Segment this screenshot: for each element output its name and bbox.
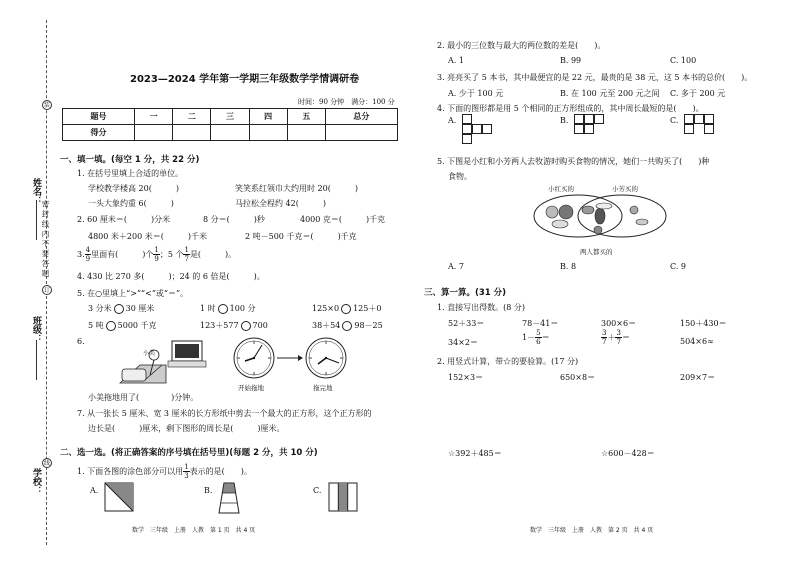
calc-item: 504×6≈	[680, 337, 714, 346]
time-score-info: 时间：90 分钟 满分：100 分	[298, 98, 395, 106]
option-c[interactable]: C. 9	[670, 262, 687, 271]
question-1-3	[77, 246, 236, 263]
compare-left: 38＋54	[312, 321, 341, 330]
question-1-2a: 2. 60 厘米＝( )分米	[77, 215, 171, 224]
q-number: 3.	[77, 250, 85, 259]
q-text: ；5 个	[159, 250, 184, 259]
option-b[interactable]: B. 8	[560, 262, 577, 271]
school-label: 学校：	[31, 468, 41, 495]
class-label: 班级：	[31, 316, 41, 343]
denominator: 7	[184, 255, 189, 263]
food-icon	[595, 208, 605, 224]
option-c[interactable]: C. 多于 200 元	[670, 89, 726, 98]
option-c-label: C.	[670, 116, 679, 125]
option-a[interactable]: A. 7	[448, 262, 464, 271]
option-c[interactable]: C. 100	[670, 56, 697, 65]
food-icon	[582, 206, 594, 214]
plus-sign: ＋	[607, 333, 616, 342]
score-cell[interactable]	[135, 125, 173, 141]
compare-circle[interactable]	[241, 321, 251, 331]
numerator: 3	[602, 329, 607, 337]
page-title: 2023—2024 学年第一学期三年级数学学情调研卷	[130, 74, 360, 85]
class-field[interactable]	[36, 340, 37, 380]
question-1-2c: 4000 克＝( )千克	[300, 215, 386, 224]
venn-left-label: 小红买的	[548, 185, 574, 193]
vertical-calc-1: 152×3＝	[448, 373, 484, 382]
clock-end-caption: 拖完地	[313, 384, 333, 392]
question-3-2: 2. 用竖式计算，带☆的要验算。(17 分)	[437, 357, 579, 366]
compare-circle[interactable]	[218, 304, 228, 314]
q-text: 1. 下面各图的涂色部分可以用	[77, 467, 184, 476]
compare-right: 100 分	[229, 304, 256, 313]
calc-text: ＝	[541, 333, 550, 342]
child-label: 小美	[143, 350, 156, 357]
mopping-illustration	[110, 335, 208, 385]
food-icon	[630, 206, 638, 214]
compare-3	[312, 303, 381, 314]
question-2-3: 3. 亮亮买了 5 本书，其中最便宜的是 22 元，最贵的是 38 元，这 5 本书的总价( )。	[437, 73, 753, 82]
table-cell: 总分	[325, 109, 397, 125]
question-1-6-number: 6.	[77, 337, 85, 346]
question-1-1c: 一头大象约重 6( )	[88, 199, 174, 208]
question-1-1: 1. 在括号里填上合适的单位。	[77, 169, 184, 178]
option-c-pentomino-figure[interactable]	[684, 114, 724, 146]
compare-circle[interactable]	[342, 321, 352, 331]
denominator: 6	[536, 338, 541, 346]
vertical-calc-2: 650×8＝	[560, 373, 596, 382]
vertical-calc-5: ☆600－428＝	[601, 449, 655, 458]
question-1-6-answer: 小美拖地用了( )分钟。	[88, 393, 199, 402]
denominator: 7	[616, 338, 621, 346]
compare-circle[interactable]	[341, 304, 351, 314]
score-cell[interactable]	[173, 125, 211, 141]
numerator: 1	[184, 246, 189, 254]
compare-circle[interactable]	[106, 321, 116, 331]
option-c-stripes-figure[interactable]	[328, 482, 358, 512]
option-a-triangle-figure[interactable]	[104, 482, 134, 512]
clock-start-icon	[232, 336, 276, 380]
compare-6	[312, 320, 383, 331]
option-a-pentomino-figure[interactable]	[462, 114, 502, 146]
food-icon	[594, 226, 602, 234]
question-1-2b: 8 分＝( )秒	[203, 215, 265, 224]
name-field[interactable]	[36, 200, 37, 240]
calc-item: 78－41＝	[522, 319, 559, 328]
seal-warning: 密 封 线 内 不 要 答 题	[41, 200, 50, 277]
clock-end-icon	[304, 336, 348, 380]
footer-right: 数学 三年级 上册 人教 第 2 页 共 4 页	[530, 527, 654, 534]
option-b-label: B.	[560, 116, 569, 125]
compare-right: 30 厘米	[125, 304, 155, 313]
food-icon	[596, 203, 612, 209]
vertical-calc-3: 209×7＝	[680, 373, 716, 382]
score-cell[interactable]	[325, 125, 397, 141]
seal-mark-2: 订	[43, 287, 50, 294]
clock-start-caption: 开始拖地	[238, 384, 264, 392]
option-a[interactable]: A. 少于 100 元	[448, 89, 504, 98]
score-cell[interactable]	[249, 125, 287, 141]
denominator: 9	[154, 255, 159, 263]
food-icon	[636, 219, 648, 225]
question-1-4: 4. 430 比 270 多( )；24 的 6 倍是( )。	[77, 272, 265, 281]
question-2-2: 2. 最小的三位数与最大的两位数的差是( )。	[437, 41, 606, 50]
table-cell: 四	[249, 109, 287, 125]
compare-left: 123＋577	[200, 321, 239, 330]
question-1-7: 7. 从一张长 5 厘米、宽 3 厘米的长方形纸中剪去一个最大的正方形，这个正方形的	[77, 409, 372, 418]
numerator: 1	[154, 246, 159, 254]
denominator: 3	[184, 472, 189, 480]
numerator: 3	[616, 329, 621, 337]
option-b[interactable]: B. 在 100 元至 200 元之间	[560, 89, 660, 98]
question-2-4: 4. 下面的图形都是用 5 个相同的正方形组成的，其中周长最短的是( )。	[437, 104, 704, 113]
score-cell[interactable]	[287, 125, 325, 141]
compare-2	[200, 303, 255, 314]
compare-left: 5 吨	[88, 321, 104, 330]
arrow-right-icon	[276, 354, 304, 362]
question-2-1	[77, 463, 252, 480]
compare-right: 125＋0	[353, 304, 382, 313]
question-1-2d: 4800 米＋200 米＝( )千米	[88, 232, 207, 241]
numerator: 5	[536, 329, 541, 337]
food-icon	[559, 205, 573, 219]
question-1-7b: 边长是( )厘米，剩下图形的周长是( )厘米。	[88, 424, 285, 433]
question-2-5b: 食物。	[448, 172, 472, 181]
score-table	[62, 108, 398, 141]
table-cell: 得分	[63, 125, 135, 141]
calc-item: 34×2＝	[448, 338, 478, 347]
calc-item: 52＋33＝	[448, 319, 485, 328]
venn-diagram	[530, 192, 670, 242]
table-cell: 二	[173, 109, 211, 125]
compare-1	[88, 303, 154, 314]
compare-right: 700	[252, 321, 268, 330]
option-b-trapezoid-figure[interactable]	[218, 482, 240, 514]
calc-text: 1－	[522, 333, 536, 342]
denominator: 9	[85, 255, 91, 263]
compare-4	[88, 320, 157, 331]
option-b[interactable]: B. 99	[560, 56, 582, 65]
numerator: 1	[184, 463, 189, 471]
question-1-1b: 笑笑系红领巾大约用时 20( )	[235, 184, 358, 193]
compare-left: 1 时	[200, 304, 216, 313]
footer-left: 数学 三年级 上册 人教 第 1 页 共 4 页	[132, 527, 256, 534]
option-a-label: A.	[448, 116, 457, 125]
question-1-1a: 学校教学楼高 20( )	[88, 184, 179, 193]
option-b-pentomino-figure[interactable]	[574, 114, 614, 146]
question-1-2e: 2 吨－500 千克＝( )千克	[245, 232, 357, 241]
section2-heading: 二、选一选。(将正确答案的序号填在括号里)(每题 2 分，共 10 分)	[60, 448, 318, 458]
venn-both-label: 两人都买的	[580, 248, 613, 256]
question-1-5: 5. 在○里填上“>”“<”或“＝”。	[77, 289, 189, 298]
score-table-header-row	[63, 109, 398, 125]
question-3-1: 1. 直接写出得数。(8 分)	[437, 303, 526, 312]
q-text: 是( )。	[189, 250, 237, 259]
compare-right: 98－25	[354, 321, 383, 330]
denominator: 7	[602, 338, 607, 346]
calc-item-fraction	[522, 329, 550, 346]
q-text: 里面有( )个	[91, 250, 154, 259]
calc-item: 300×6＝	[601, 319, 637, 328]
option-a-label: A.	[90, 486, 99, 495]
name-label: 姓名：	[31, 178, 41, 205]
section1-heading: 一、填一填。(每空 1 分，共 22 分)	[60, 155, 200, 165]
compare-5	[200, 320, 268, 331]
compare-circle[interactable]	[114, 304, 124, 314]
score-table-score-row	[63, 125, 398, 141]
seal-mark-1: 装	[43, 102, 50, 109]
q-text: 表示的是( )。	[189, 467, 252, 476]
section3-heading: 三、算一算。(31 分)	[424, 288, 507, 298]
table-cell: 五	[287, 109, 325, 125]
table-cell: 一	[135, 109, 173, 125]
question-2-5: 5. 下图是小红和小芳两人去牧游时购买食物的情况，她们一共购买了( )种	[437, 157, 710, 166]
calc-item-fraction-sum	[601, 329, 630, 346]
food-icon	[546, 206, 558, 218]
table-cell: 题号	[63, 109, 135, 125]
table-cell: 三	[211, 109, 249, 125]
calc-item: 150＋430＝	[680, 319, 727, 328]
venn-right-label: 小芳买的	[612, 185, 638, 193]
score-cell[interactable]	[211, 125, 249, 141]
compare-right: 5000 千克	[117, 321, 157, 330]
numerator: 4	[85, 246, 91, 254]
food-icon	[552, 220, 568, 228]
compare-left: 125×0	[312, 304, 340, 313]
calc-text: ＝	[621, 333, 630, 342]
compare-left: 3 分米	[88, 304, 112, 313]
option-c-label: C.	[313, 486, 322, 495]
option-b-label: B.	[204, 486, 213, 495]
seal-mark-3: 线	[43, 460, 50, 467]
vertical-calc-4: ☆392＋485＝	[448, 449, 502, 458]
option-a[interactable]: A. 1	[448, 56, 464, 65]
question-1-1d: 马拉松全程约 42( )	[235, 199, 326, 208]
